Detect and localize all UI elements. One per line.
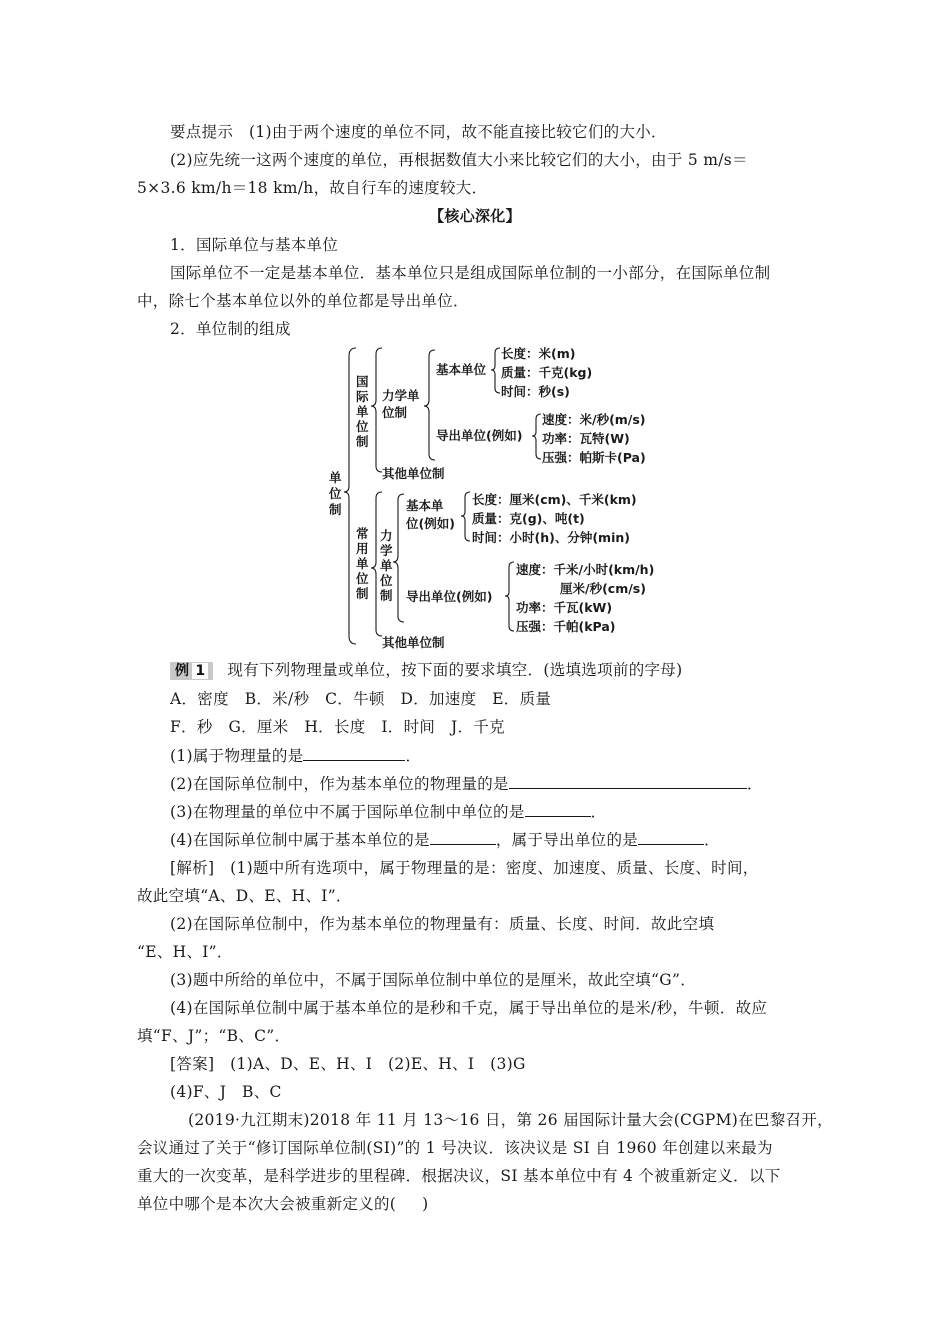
root-label	[328, 470, 342, 517]
item1-text-line-2: 中，除七个基本单位以外的单位都是导出单位．	[137, 292, 469, 310]
common-base-label-1: 基本单	[406, 498, 444, 513]
svg-text:位: 位	[329, 486, 342, 501]
unit-system-diagram	[320, 340, 680, 652]
si-derived-item: 速度：米/秒(m/s)	[542, 412, 646, 427]
si-label	[355, 374, 369, 449]
common-derived-item: 厘米/秒(cm/s)	[560, 581, 646, 596]
question-3: (3)在物理量的单位中不属于国际单位制中单位的是 ．	[170, 803, 607, 821]
question-1: (1)属于物理量的是 ．	[170, 747, 422, 765]
common-other-label: 其他单位制	[382, 635, 445, 650]
example-prompt-line	[170, 660, 682, 680]
common-derived-item: 速度：千米/小时(km/h)	[516, 562, 655, 577]
options-line-1: A．密度 B．米/秒 C．牛顿 D．加速度 E．质量	[170, 690, 552, 708]
common-label	[355, 526, 369, 601]
svg-text:制: 制	[329, 502, 342, 517]
si-mech-brace	[424, 350, 435, 460]
svg-text:单: 单	[356, 556, 369, 571]
common-derived-item: 功率：千瓦(kW)	[516, 600, 613, 615]
si-base-item: 长度：米(m)	[501, 346, 576, 361]
example-badge: 例 1	[170, 662, 213, 680]
si-mech-label-2: 位制	[382, 405, 408, 420]
svg-text:单: 单	[329, 470, 342, 485]
si-base-item: 质量：千克(kg)	[501, 365, 593, 380]
answer-line-1: [答案] (1)A、D、E、H、I (2)E、H、I (3)G	[170, 1055, 526, 1073]
common-base-item: 质量：克(g)、吨(t)	[472, 511, 585, 526]
common-mech-brace	[393, 494, 404, 622]
hint-line-1: 要点提示 (1)由于两个速度的单位不同，故不能直接比较它们的大小．	[170, 123, 667, 141]
analysis-line-6: (4)在国际单位制中属于基本单位的是秒和千克，属于导出单位的是米/秒，牛顿．故应	[170, 999, 768, 1017]
svg-text:位: 位	[380, 573, 393, 588]
si-base-label: 基本单位	[436, 362, 487, 377]
question-4: (4)在国际单位制中属于基本单位的是 ，属于导出单位的是 ．	[170, 831, 720, 849]
root-brace	[344, 348, 356, 644]
answer-line-2: (4)F、J B、C	[170, 1083, 282, 1101]
analysis-line-2: 故此空填“A、D、E、H、I”．	[137, 887, 352, 905]
svg-text:位: 位	[356, 571, 369, 586]
si-other-label: 其他单位制	[382, 466, 445, 481]
item1-text-line-1: 国际单位不一定是基本单位．基本单位只是组成国际单位制的一小部分，在国际单位制	[170, 264, 771, 282]
svg-text:单: 单	[356, 404, 369, 419]
si-brace	[371, 348, 382, 472]
common-mech-label	[379, 528, 393, 603]
common-base-item: 时间：小时(h)、分钟(min)	[472, 530, 630, 545]
common-base-item: 长度：厘米(cm)、千米(km)	[472, 492, 637, 507]
svg-text:单: 单	[380, 558, 393, 573]
practice-line-3: 重大的一次变革，是科学进步的里程碑．根据决议，SI 基本单位中有 4 个被重新定义．以下	[137, 1167, 781, 1185]
svg-text:位: 位	[356, 419, 369, 434]
options-line-2: F．秒 G．厘米 H．长度 I．时间 J．千克	[170, 718, 505, 736]
example-prompt: 现有下列物理量或单位，按下面的要求填空．(选填选项前的字母)	[227, 661, 683, 679]
common-base-label-2: 位(例如)	[406, 516, 455, 531]
item2-heading: 2．单位制的组成	[170, 320, 291, 338]
svg-text:制: 制	[380, 588, 393, 603]
analysis-line-5: (3)题中所给的单位中，不属于国际单位制中单位的是厘米，故此空填“G”．	[170, 971, 696, 989]
svg-text:制: 制	[356, 434, 369, 449]
analysis-line-4: “E、H、I”．	[137, 943, 233, 961]
analysis-line-3: (2)在国际单位制中，作为基本单位的物理量有：质量、长度、时间．故此空填	[170, 915, 715, 933]
answer-blank-1[interactable]	[303, 746, 405, 761]
item1-heading: 1．国际单位与基本单位	[170, 236, 339, 254]
answer-blank-2[interactable]	[509, 774, 747, 789]
hint-line-2: (2)应先统一这两个速度的单位，再根据数值大小来比较它们的大小，由于 5 m/s＝	[170, 151, 748, 169]
svg-text:际: 际	[356, 389, 369, 404]
practice-line-1: (2019·九江期末)2018 年 11 月 13～16 日，第 26 届国际计量大会(CGPM)在巴黎召开，	[188, 1111, 833, 1129]
common-derived-brace	[505, 562, 514, 631]
si-mech-label-1: 力学单	[382, 388, 420, 403]
si-base-brace	[491, 348, 500, 393]
answer-blank-4b[interactable]	[638, 830, 704, 845]
common-base-brace	[461, 492, 470, 541]
si-derived-item: 压强：帕斯卡(Pa)	[542, 450, 646, 465]
answer-blank-3[interactable]	[525, 802, 591, 817]
svg-text:学: 学	[380, 543, 393, 558]
hint-line-3: 5×3.6 km/h＝18 km/h，故自行车的速度较大．	[137, 179, 488, 197]
si-derived-label: 导出单位(例如)	[436, 428, 523, 443]
svg-text:用: 用	[356, 541, 369, 556]
si-derived-brace	[532, 414, 541, 459]
si-base-item: 时间：秒(s)	[501, 384, 570, 399]
question-2: (2)在国际单位制中，作为基本单位的物理量的是 ．	[170, 775, 763, 793]
analysis-line-7: 填“F、J”；“B、C”．	[137, 1027, 291, 1045]
svg-text:力: 力	[380, 528, 393, 543]
common-derived-label: 导出单位(例如)	[406, 589, 493, 604]
section-title: 【核心深化】	[429, 207, 521, 225]
answer-blank-4a[interactable]	[430, 830, 496, 845]
analysis-line-1: [解析] (1)题中所有选项中，属于物理量的是：密度、加速度、质量、长度、时间，	[170, 859, 759, 877]
si-derived-item: 功率：瓦特(W)	[542, 431, 630, 446]
practice-line-2: 会议通过了关于“修订国际单位制(SI)”的 1 号决议．该决议是 SI 自 1960 年创建以来最为	[137, 1139, 773, 1157]
common-derived-item: 压强：千帕(kPa)	[516, 619, 616, 634]
svg-text:国: 国	[356, 374, 369, 389]
svg-text:制: 制	[356, 586, 369, 601]
svg-text:常: 常	[356, 526, 369, 541]
practice-line-4: 单位中哪个是本次大会被重新定义的( )	[137, 1195, 429, 1213]
